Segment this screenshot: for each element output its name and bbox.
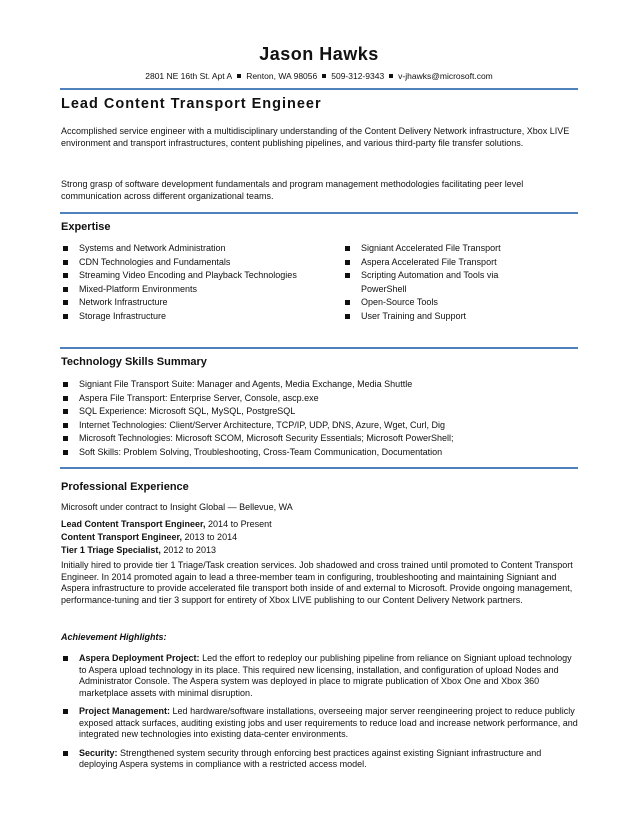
highlights-list [61, 653, 579, 778]
role-line [61, 545, 581, 557]
highlight-label: Security: [79, 747, 118, 758]
bullet-separator [389, 74, 393, 78]
role-dates: 2014 to Present [208, 519, 272, 529]
role-title: Content Transport Engineer, [61, 532, 183, 542]
highlight-item [61, 748, 579, 771]
contact-line [0, 71, 638, 81]
highlight-item [61, 653, 579, 699]
list-item: Open-Source Tools [343, 296, 543, 310]
list-item: User Training and Support [343, 310, 543, 324]
list-item: Signiant File Transport Suite: Manager and Agents, Media Exchange, Media Shuttle [61, 378, 581, 392]
expertise-heading: Expertise [61, 221, 111, 233]
experience-heading: Professional Experience [61, 481, 189, 493]
list-item: Scripting Automation and Tools via PowerShell [343, 269, 543, 296]
list-item: Soft Skills: Problem Solving, Troubleshooting, Cross-Team Communication, Documentation [61, 446, 581, 460]
section-divider [60, 347, 578, 349]
list-item: Internet Technologies: Client/Server Architecture, TCP/IP, UDP, DNS, Azure, Wget, Curl, Dig [61, 419, 581, 433]
expertise-list-right [343, 242, 543, 323]
job-title: Lead Content Transport Engineer [61, 96, 322, 112]
list-item: Storage Infrastructure [61, 310, 341, 324]
highlight-text: Led hardware/software installations, overseeing major server reengineering project to reduce publicly exposed attack surfaces, auditing existing jobs and user requirements to reduce load and increase network performance, and integrated new technologies into existing data-center environments. [79, 706, 578, 739]
highlights-heading: Achievement Highlights: [61, 632, 167, 642]
role-dates: 2013 to 2014 [184, 532, 238, 542]
summary-paragraph-1: Accomplished service engineer with a multidisciplinary understanding of the Content Delivery Network infrastructure, Xbox LIVE environment and transport infrastructures, content publishing pipelines, and various third-party file transfer solutions. [61, 126, 570, 148]
employer: Microsoft under contract to Insight Global — Bellevue, WA [61, 502, 293, 512]
highlight-label: Project Management: [79, 706, 171, 716]
expertise-list-left [61, 242, 341, 323]
candidate-name: Jason Hawks [259, 44, 379, 64]
highlight-text: Led the effort to redeploy our publishing pipeline from reliance on Signiant upload technology to Aspera upload technology in its place. This required new licensing, installation, and configuration of upload Nodes and Administrator Console. The Aspera system was deployed in place to migrate publication of Xbox One and Xbox 360 marketplace assets with minimal disruption. [79, 653, 572, 698]
list-item: Microsoft Technologies: Microsoft SCOM, Microsoft Security Essentials; Microsoft PowerShell; [61, 432, 581, 446]
list-item: Systems and Network Administration [61, 242, 341, 256]
highlight-text: Strengthened system security through enforcing best practices against existing Signiant infrastructure and deploying Aspera systems in compliance with a restricted access model. [79, 747, 542, 769]
summary-paragraph-2: Strong grasp of software development fundamentals and program management methodologies facilitating peer level communication across different organizational teams. [61, 179, 524, 201]
section-divider [60, 212, 578, 214]
role-line [61, 519, 581, 531]
highlight-label: Aspera Deployment Project: [79, 653, 200, 663]
list-item: Signiant Accelerated File Transport [343, 242, 543, 256]
bullet-separator [322, 74, 326, 78]
list-item: SQL Experience: Microsoft SQL, MySQL, PostgreSQL [61, 405, 581, 419]
list-item: Network Infrastructure [61, 296, 341, 310]
section-divider [60, 467, 578, 469]
city: Renton, WA 98056 [246, 71, 318, 81]
role-title: Tier 1 Triage Specialist, [61, 545, 161, 555]
list-item: Aspera Accelerated File Transport [343, 256, 543, 270]
list-item: Mixed-Platform Environments [61, 283, 341, 297]
role-title: Lead Content Transport Engineer, [61, 519, 206, 529]
list-item: Aspera File Transport: Enterprise Server, Console, ascp.exe [61, 392, 581, 406]
list-item: Streaming Video Encoding and Playback Technologies [61, 269, 341, 283]
role-line [61, 532, 581, 544]
tech-skills-heading: Technology Skills Summary [61, 356, 207, 368]
tech-skills-list [61, 378, 581, 459]
address: 2801 NE 16th St. Apt A [145, 71, 233, 81]
highlight-item [61, 706, 579, 741]
phone: 509-312-9343 [331, 71, 385, 81]
list-item: CDN Technologies and Fundamentals [61, 256, 341, 270]
section-divider [60, 88, 578, 90]
bullet-separator [237, 74, 241, 78]
role-dates: 2012 to 2013 [163, 545, 216, 555]
email[interactable]: v-jhawks@microsoft.com [398, 71, 493, 81]
experience-description: Initially hired to provide tier 1 Triage/Task creation services. Job shadowed and cross trained until promoted to Content Transport Engineer. In 2014 promoted again to lead a three-member team in configuring, troubleshooting and maintaining Signiant and Aspera infrastructure to provide accelerated file transport both inside of and external to Microsoft. Provide ongoing management, performance-tuning and tier 3 support for entirety of Xbox LIVE publishing to our Content Delivery Network partners. [61, 560, 573, 605]
